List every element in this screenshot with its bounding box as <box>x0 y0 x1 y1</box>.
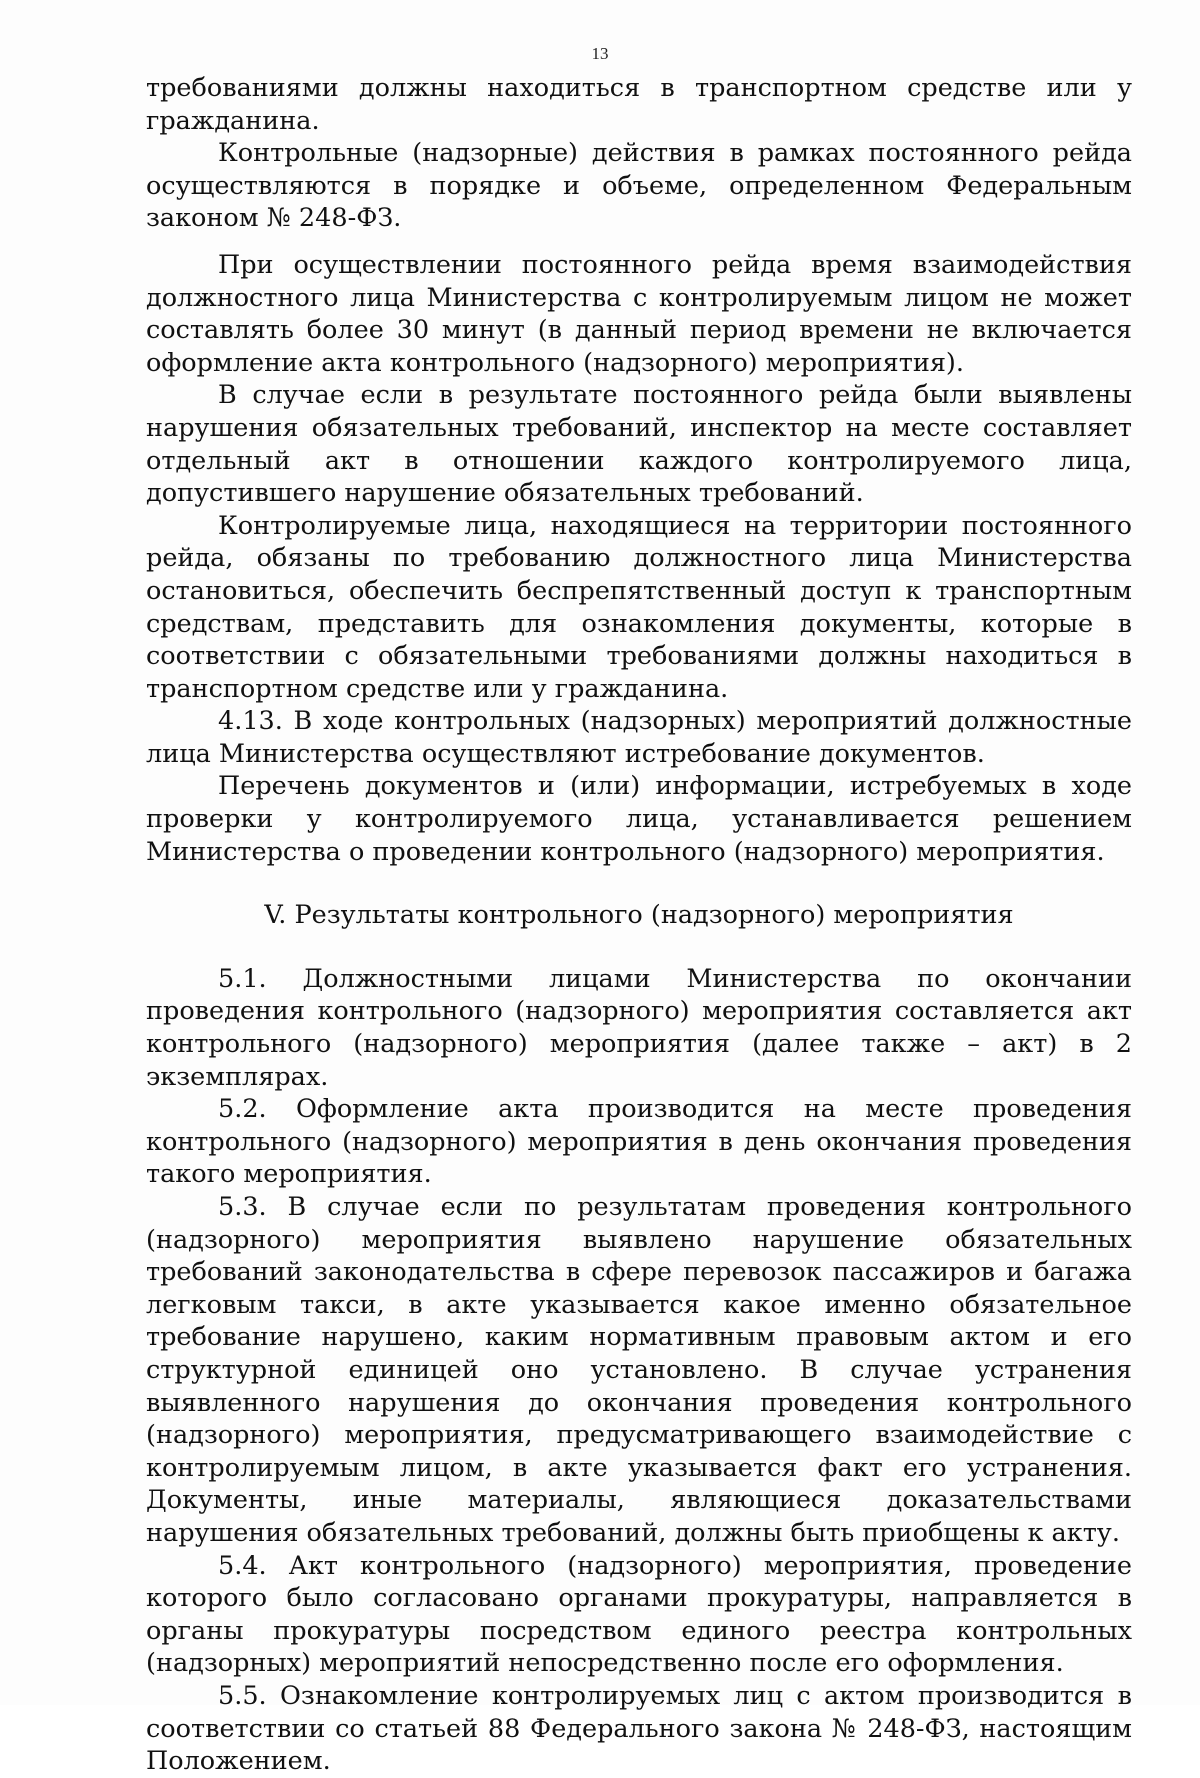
section-heading: V. Результаты контрольного (надзорного) мероприятия <box>264 900 1014 931</box>
paragraph-raid-actions: Контрольные (надзорные) действия в рамках постоянного рейда осуществляются в порядке и объеме, определенном Федеральным законом № 248-ФЗ. <box>146 138 1132 234</box>
paragraph-5-4: 5.4. Акт контрольного (надзорного) мероприятия, проведение которого было согласовано органами прокуратуры, направляется в органы прокуратуры посредством единого реестра контрольных (надзорных) мероприятий непосредственно после его оформления. <box>146 1550 1132 1679</box>
paragraph-raid-time-limit: При осуществлении постоянного рейда время взаимодействия должностного лица Министерства с контролируемым лицом не может составлять более 30 минут (в данный период времени не включается оформление акта контрольного (надзорного) мероприятия). <box>146 249 1132 378</box>
document-body <box>146 72 1132 1778</box>
paragraph-5-3: 5.3. В случае если по результатам проведения контрольного (надзорного) мероприятия выявлено нарушение обязательных требований законодательства в сфере перевозок пассажиров и багажа легковым такси, в акте указывается какое именно обязательное требование нарушено, каким нормативным правовым актом и его структурной единицей оно установлено. В случае устранения выявленного нарушения до окончания проведения контрольного (надзорного) мероприятия, предусматривающего взаимодействие с контролируемым лицом, в акте указывается факт его устранения. Документы, иные материалы, являющиеся доказательствами нарушения обязательных требований, должны быть приобщены к акту. <box>146 1192 1132 1548</box>
paragraph-5-5: 5.5. Ознакомление контролируемых лиц с актом производится в соответствии со статьей 88 Федерального закона № 248-ФЗ, настоящим Положением. <box>146 1680 1132 1777</box>
page-number: 13 <box>591 44 609 63</box>
paragraph-continuation: требованиями должны находиться в транспортном средстве или у гражданина. <box>146 73 1132 136</box>
paragraph-5-1: 5.1. Должностными лицами Министерства по окончании проведения контрольного (надзорного) мероприятия составляется акт контрольного (надзорного) мероприятия (далее также – акт) в 2 экземплярах. <box>146 963 1132 1092</box>
paragraph-4-13: 4.13. В ходе контрольных (надзорных) мероприятий должностные лица Министерства осуществляют истребование документов. <box>146 706 1132 769</box>
paragraph-documents-list: Перечень документов и (или) информации, истребуемых в ходе проверки у контролируемого лица, устанавливается решением Министерства о проведении контрольного (надзорного) мероприятия. <box>146 771 1132 867</box>
paragraph-raid-obligations: Контролируемые лица, находящиеся на территории постоянного рейда, обязаны по требованию должностного лица Министерства остановиться, обеспечить беспрепятственный доступ к транспортным средствам, представить для ознакомления документы, которые в соответствии с обязательными требованиями должны находиться в транспортном средстве или у гражданина. <box>146 510 1132 704</box>
paragraph-5-2: 5.2. Оформление акта производится на месте проведения контрольного (надзорного) мероприятия в день окончания проведения такого мероприятия. <box>146 1094 1132 1190</box>
paragraph-raid-violations: В случае если в результате постоянного рейда были выявлены нарушения обязательных требований, инспектор на месте составляет отдельный акт в отношении каждого контролируемого лица, допустившего нарушение обязательных требований. <box>146 380 1132 509</box>
